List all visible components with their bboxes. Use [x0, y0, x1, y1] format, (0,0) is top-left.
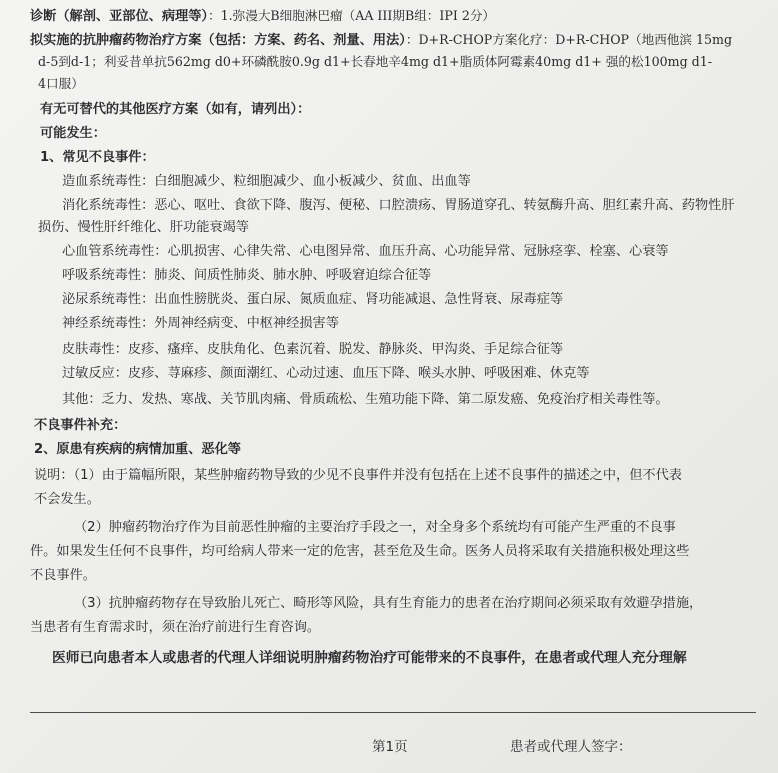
supplement-heading: 不良事件补充：: [34, 418, 127, 433]
signature-divider: [30, 712, 756, 713]
diagnosis-line: [30, 6, 760, 27]
event-nervous: 神经系统毒性：外周神经病变、中枢神经损害等: [62, 316, 339, 331]
plan-value-1: ：D+R-CHOP方案化疗：D+R-CHOP（地西他滨 15mg: [405, 32, 733, 47]
diagnosis-label: 诊断（解剖、亚部位、病理等）: [30, 9, 209, 24]
plan-line-3: 4口服）: [38, 76, 84, 91]
plan-label: 拟实施的抗肿瘤药物治疗方案（包括：方案、药名、剂量、用法）: [30, 33, 406, 48]
event-hematologic: 造血系统毒性：白细胞减少、粒细胞减少、血小板减少、贫血、出血等: [62, 174, 471, 189]
event-skin: 皮肤毒性：皮疹、瘙痒、皮肤角化、色素沉着、脱发、静脉炎、甲沟炎、手足综合征等: [62, 342, 564, 357]
signature-label: 患者或代理人签字：: [510, 739, 632, 755]
note-3-line-2: 当患者有生育需求时，须在治疗前进行生育咨询。: [30, 620, 321, 635]
event-digestive-2: 损伤、慢性肝纤维化、肝功能衰竭等: [38, 220, 249, 235]
common-events-heading: 1、常见不良事件：: [40, 150, 155, 165]
event-respiratory: 呼吸系统毒性：肺炎、间质性肺炎、肺水肿、呼吸窘迫综合征等: [62, 268, 432, 283]
diagnosis-value: ：1.弥漫大B细胞淋巴瘤（AA III期B组：IPI 2分）: [208, 8, 496, 23]
possible-heading: 可能发生：: [40, 126, 106, 141]
note-3-line-1: （3）抗肿瘤药物存在导致胎儿死亡、畸形等风险，具有生育能力的患者在治疗期间必须采取有效避孕措施，: [74, 596, 703, 611]
note-2-line-1: （2）肿瘤药物治疗作为目前恶性肿瘤的主要治疗手段之一，对全身多个系统均有可能产生严重的不良事: [74, 520, 676, 535]
plan-line-2: d-5到d-1；利妥昔单抗562mg d0+环磷酰胺0.9g d1+长春地辛4mg d1+脂质体阿霉素40mg d1+ 强的松100mg d1-: [38, 54, 712, 69]
page-number: 第1页: [372, 739, 408, 755]
event-allergy: 过敏反应：皮疹、荨麻疹、颜面潮红、心动过速、血压下降、喉头水肿、呼吸困难、休克等: [62, 366, 590, 381]
note-2-line-2: 件。如果发生任何不良事件，均可给病人带来一定的危害，甚至危及生命。医务人员将采取有关措施积极处理这些: [30, 544, 690, 559]
note-1-line-2: 不会发生。: [34, 492, 100, 507]
event-urinary: 泌尿系统毒性：出血性膀胱炎、蛋白尿、氮质血症、肾功能减退、急性肾衰、尿毒症等: [62, 292, 564, 307]
closing-statement: 医师已向患者本人或患者的代理人详细说明肿瘤药物治疗可能带来的不良事件，在患者或代理人充分理解: [52, 650, 687, 666]
event-digestive-1: 消化系统毒性：恶心、呕吐、食欲下降、腹泻、便秘、口腔溃疡、胃肠道穿孔、转氨酶升高、胆红素升高、药物性肝: [62, 198, 735, 213]
plan-line-1: [30, 30, 760, 51]
event-other: 其他：乏力、发热、寒战、关节肌肉痛、骨质疏松、生殖功能下降、第二原发癌、免疫治疗相关毒性等。: [62, 392, 669, 407]
note-1-line-1: 说明：（1）由于篇幅所限，某些肿瘤药物导致的少见不良事件并没有包括在上述不良事件的描述之中，但不代表: [34, 468, 682, 483]
note-2-line-3: 不良事件。: [30, 568, 96, 583]
event-cardiovascular: 心血管系统毒性：心肌损害、心律失常、心电图异常、血压升高、心功能异常、冠脉痉挛、栓塞、心衰等: [62, 244, 669, 259]
aggravation-heading: 2、原患有疾病的病情加重、恶化等: [34, 442, 241, 457]
alternative-heading: 有无可替代的其他医疗方案（如有，请列出）：: [40, 102, 311, 117]
